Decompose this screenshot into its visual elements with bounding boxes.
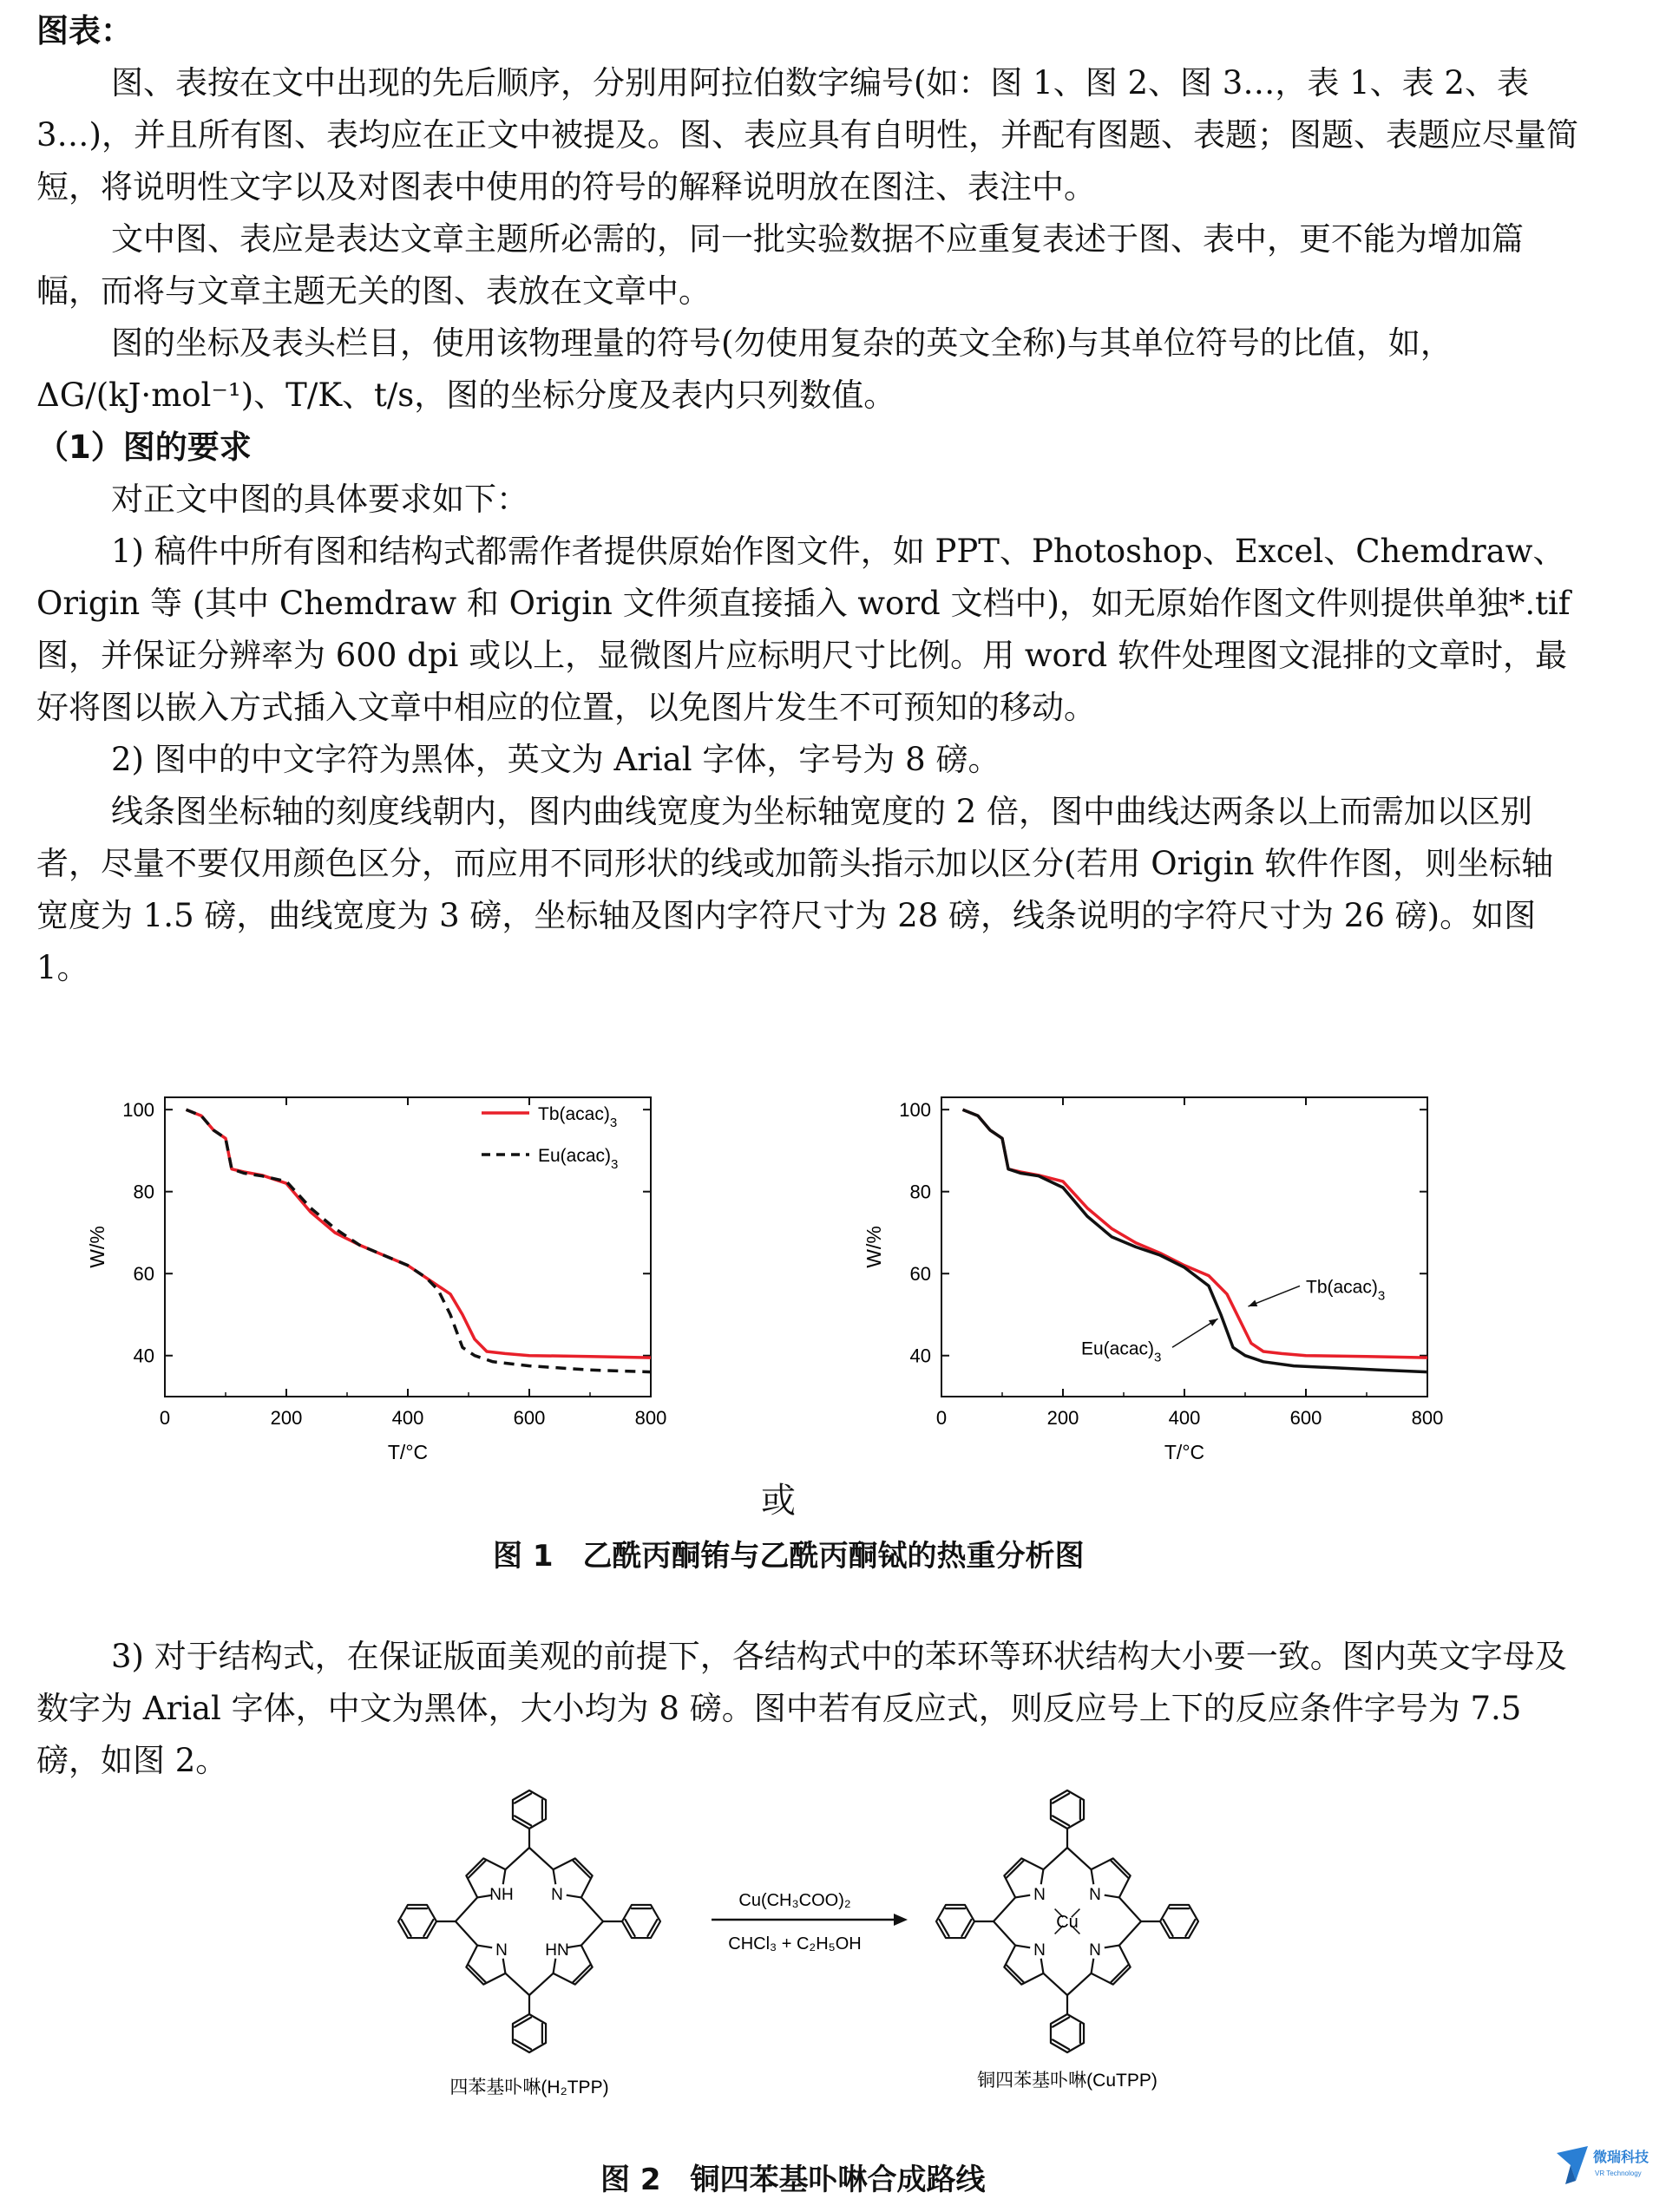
- nitrogen-label: N: [1089, 1886, 1101, 1905]
- nitrogen-label: N: [551, 1886, 563, 1905]
- section-title: 图表：: [36, 12, 133, 49]
- intro-section: [36, 5, 1581, 994]
- x-tick-label: 0: [935, 1407, 948, 1429]
- meso-bond: [529, 1973, 554, 1995]
- double-bond: [1007, 1965, 1024, 1982]
- meso-bond: [456, 1921, 477, 1946]
- svg-text:微瑞科技: 微瑞科技: [1593, 2150, 1650, 2165]
- requirement-paragraph: 线条图坐标轴的刻度线朝内，图内曲线宽度为坐标轴宽度的 2 倍，图中曲线达两条以上而需加以区别者，尽量不要仅用颜色区分，而应用不同形状的线或加箭头指示加以区分(若用 Origin 软件作图，则坐标轴宽度为 1.5 磅，曲线宽度为 3 磅，坐标轴及图内字符尺寸为 28 磅，线条说明的字符尺寸为 26 磅)。如图 1。: [36, 793, 1554, 986]
- x-tick-label: 400: [1168, 1407, 1201, 1429]
- reactant-label: 四苯基卟啉(H₂TPP): [449, 2078, 609, 2097]
- double-bond: [573, 1965, 590, 1982]
- x-axis-label: T/°C: [387, 1441, 429, 1463]
- figure2-caption: 图 2 铜四苯基卟啉合成路线: [600, 2163, 986, 2197]
- y-tick-label: 60: [133, 1263, 154, 1286]
- phenyl-ring: [1051, 1790, 1084, 1829]
- intro-paragraph: 图的坐标及表头栏目，使用该物理量的符号(勿使用复杂的英文全称)与其单位符号的比值，如，ΔG/(kJ·mol⁻¹)、T/K、t/s，图的坐标分度及表内只列数值。: [36, 324, 1453, 414]
- x-tick-label: 200: [1046, 1407, 1079, 1429]
- double-bond: [469, 1861, 486, 1878]
- reagent-below: CHCl₃ + C₂H₅OH: [728, 1934, 862, 1953]
- meso-bond: [1043, 1973, 1067, 1995]
- meso-bond: [581, 1897, 603, 1921]
- series-line: [963, 1109, 1428, 1358]
- double-bond: [1007, 1861, 1024, 1878]
- reaction-arrowhead: [894, 1914, 908, 1926]
- double-bond: [1111, 1861, 1128, 1878]
- plot-frame: [165, 1097, 651, 1397]
- x-tick-label: 600: [1289, 1407, 1322, 1429]
- reaction-scheme: [382, 1783, 1284, 2112]
- nitrogen-label: N: [495, 1940, 508, 1960]
- svg-text:VR Technology: VR Technology: [1595, 2169, 1642, 2177]
- x-tick-label: 200: [270, 1407, 303, 1429]
- reactant-h2tpp-structure: [398, 1790, 660, 2052]
- tga-chart-left: [69, 1058, 694, 1492]
- meso-bond: [581, 1921, 603, 1946]
- requirement-paragraph: 1) 稿件中所有图和结构式都需作者提供原始作图文件，如 PPT、Photoshop、Excel、Chemdraw、Origin 等 (其中 Chemdraw 和 Origin 文件须直接插入 word 文档中)，如无原始作图文件则提供单独*.tif 图，并保证分辨率为 600 dpi 或以上，显微图片应标明尺寸比例。用 word 软件处理图文混排的文章时，最好将图以嵌入方式插入文章中相应的位置，以免图片发生不可预知的移动。: [36, 533, 1571, 726]
- meso-bond: [505, 1973, 529, 1995]
- y-tick-label: 100: [899, 1099, 931, 1122]
- requirement-paragraph: 对正文中图的具体要求如下：: [111, 481, 528, 518]
- phenyl-ring: [513, 1790, 546, 1829]
- or-label: 或: [761, 1481, 796, 1521]
- y-tick-label: 100: [122, 1099, 154, 1122]
- annotation-arrowhead: [1249, 1300, 1258, 1306]
- meso-bond: [505, 1848, 529, 1869]
- phenyl-ring: [513, 2014, 546, 2052]
- y-axis-label: W/%: [86, 1226, 108, 1268]
- intro-paragraph: 文中图、表应是表达文章主题所必需的，同一批实验数据不应重复表述于图、表中，更不能为增加篇幅，而将与文章主题无关的图、表放在文章中。: [36, 220, 1524, 310]
- tga-chart-right: [846, 1058, 1471, 1492]
- x-tick-label: 800: [1411, 1407, 1444, 1429]
- x-tick-label: 0: [159, 1407, 171, 1429]
- phenyl-ring: [1051, 2014, 1084, 2052]
- company-logo: [1550, 2127, 1654, 2196]
- annotation-label: $Tb(acac)_3$: [1306, 1277, 1386, 1304]
- double-bond: [573, 1861, 590, 1878]
- x-axis-label: T/°C: [1164, 1441, 1205, 1463]
- nitrogen-label: N: [1089, 1940, 1101, 1960]
- annotation-arrowhead: [1209, 1319, 1218, 1326]
- meso-bond: [994, 1897, 1015, 1921]
- phenyl-ring: [398, 1905, 436, 1938]
- intro-paragraph: 图、表按在文中出现的先后顺序，分别用阿拉伯数字编号(如：图 1、图 2、图 3…，表 1、表 2、表 3…)，并且所有图、表均应在正文中被提及。图、表应具有自明性，并配有图题、表题；图题、表题应尽量简短，将说明性文字以及对图表中使用的符号的解释说明放在图注、表注中。: [36, 64, 1578, 206]
- figure1-caption: 图 1 乙酰丙酮铕与乙酰丙酮铽的热重分析图: [493, 1539, 1085, 1574]
- nitrogen-label: NH: [489, 1886, 514, 1905]
- plot-frame: [941, 1097, 1427, 1397]
- phenyl-ring: [622, 1905, 660, 1938]
- x-tick-label: 400: [391, 1407, 424, 1429]
- y-axis-label: W/%: [863, 1226, 885, 1268]
- x-tick-label: 600: [513, 1407, 546, 1429]
- meso-bond: [1067, 1848, 1092, 1869]
- phenyl-ring: [936, 1905, 974, 1938]
- meso-bond: [529, 1848, 554, 1869]
- y-tick-label: 60: [909, 1263, 931, 1286]
- product-label: 铜四苯基卟啉(CuTPP): [977, 2071, 1158, 2091]
- double-bond: [469, 1965, 486, 1982]
- reagent-above: Cu(CH₃COO)₂: [738, 1891, 851, 1910]
- y-tick-label: 40: [909, 1345, 931, 1367]
- structure-paragraph: 3) 对于结构式，在保证版面美观的前提下，各结构式中的苯环等环状结构大小要一致。图内英文字母及数字为 Arial 字体，中文为黑体，大小均为 8 磅。图中若有反应式，则反应号上下的反应条件字号为 7.5 磅，如图 2。: [36, 1638, 1567, 1779]
- meso-bond: [1043, 1848, 1067, 1869]
- meso-bond: [1067, 1973, 1092, 1995]
- y-tick-label: 80: [133, 1181, 154, 1203]
- requirement-paragraph: 2) 图中的中文字符为黑体，英文为 Arial 字体，字号为 8 磅。: [111, 741, 1000, 778]
- legend-label: $Tb(acac)_3$: [538, 1104, 618, 1130]
- legend-label: $Eu(acac)_3$: [538, 1146, 619, 1172]
- subsection-title: （1）图的要求: [36, 429, 252, 466]
- meso-bond: [1119, 1921, 1141, 1946]
- double-bond: [1111, 1965, 1128, 1982]
- x-tick-label: 800: [634, 1407, 667, 1429]
- y-tick-label: 40: [133, 1345, 154, 1367]
- nitrogen-label: N: [1033, 1886, 1046, 1905]
- phenyl-ring: [1160, 1905, 1198, 1938]
- structure-section: [36, 1631, 1581, 1787]
- product-cutpp-structure: [936, 1790, 1198, 2052]
- meso-bond: [994, 1921, 1015, 1946]
- copper-label: Cu: [1056, 1913, 1079, 1932]
- annotation-label: $Eu(acac)_3$: [1081, 1338, 1162, 1365]
- meso-bond: [1119, 1897, 1141, 1921]
- nitrogen-label: N: [1033, 1940, 1046, 1960]
- meso-bond: [456, 1897, 477, 1921]
- y-tick-label: 80: [909, 1181, 931, 1203]
- nitrogen-label: HN: [545, 1940, 569, 1960]
